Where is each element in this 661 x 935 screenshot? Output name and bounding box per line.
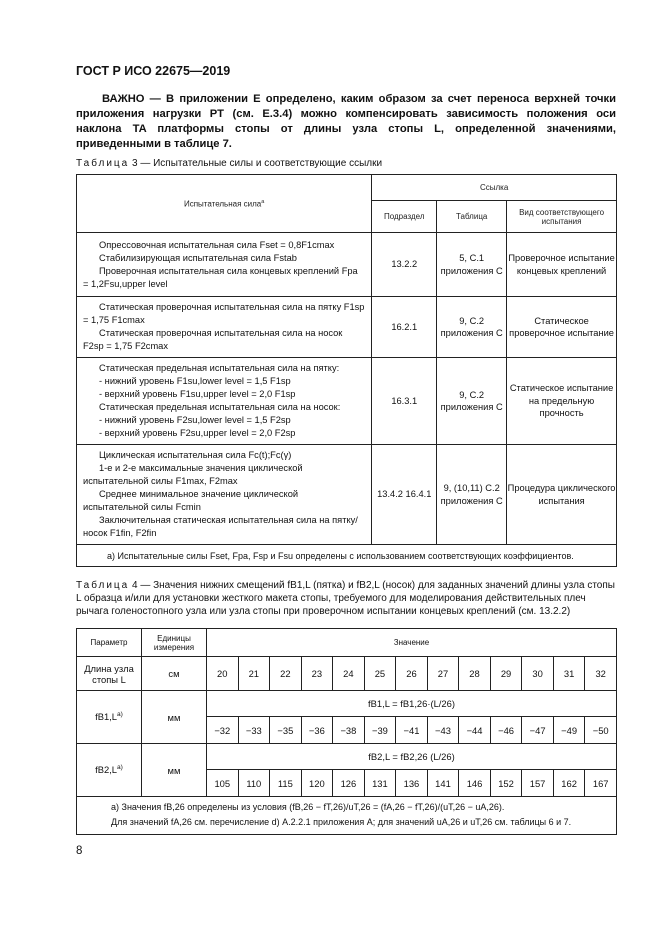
table-cell: 9, С.2 приложения С xyxy=(437,358,507,445)
fb2-value: 126 xyxy=(333,770,365,797)
fb2-value: 110 xyxy=(238,770,270,797)
fb1-value: −39 xyxy=(364,717,396,744)
force-line: - нижний уровень F1su,lower level = 1,5 F1sp xyxy=(99,376,291,386)
section-cell: 16.2.1 xyxy=(372,297,437,358)
table-row xyxy=(77,445,617,545)
section-cell: 13.4.2 16.4.1 xyxy=(372,445,437,545)
table-cell: 9, С.2 приложения С xyxy=(437,297,507,358)
table3-caption-label: Таблица xyxy=(76,158,130,169)
test-type-cell: Проверочное испытание концевых креплений xyxy=(507,233,617,297)
fb2-value: 152 xyxy=(490,770,522,797)
header-parameter: Параметр xyxy=(77,629,142,657)
fb2-value: 131 xyxy=(364,770,396,797)
force-line: Среднее минимальное значение циклической испытательной силы Fcmin xyxy=(83,489,299,512)
length-value: 26 xyxy=(396,657,428,691)
length-value: 27 xyxy=(427,657,459,691)
header-reference: Ссылка xyxy=(372,175,617,201)
header-section: Подраздел xyxy=(372,201,437,233)
force-line: Статическая предельная испытательная сила на носок: xyxy=(99,402,341,412)
length-label: Длина узла стопы L xyxy=(77,657,142,691)
fb1-value: −33 xyxy=(238,717,270,744)
length-value: 22 xyxy=(270,657,302,691)
fb2-label: $fB2,L^{а)}$ xyxy=(77,744,142,797)
length-value: 21 xyxy=(238,657,270,691)
fb2-value: 115 xyxy=(270,770,302,797)
force-line: Статическая проверочная испытательная сила на пятку F1sp = 1,75 F1cmax xyxy=(83,302,365,325)
table3-caption xyxy=(76,157,382,170)
length-value: 30 xyxy=(522,657,554,691)
length-value: 23 xyxy=(301,657,333,691)
force-line: 1-е и 2-е максимальные значения циклической испытательной силы F1max, F2max xyxy=(83,463,303,486)
test-type-cell: Статическое проверочное испытание xyxy=(507,297,617,358)
force-line: - верхний уровень F2su,upper level = 2,0 F2sp xyxy=(99,428,296,438)
force-cell xyxy=(77,358,372,445)
table-4 xyxy=(76,628,617,835)
table-cell: 5, С.1 приложения С xyxy=(437,233,507,297)
table-3 xyxy=(76,174,617,567)
section-cell: 16.3.1 xyxy=(372,358,437,445)
table-row xyxy=(77,744,617,770)
table4-footnote-line2: Для значений fA,26 см. перечисление d) А.2.2.1 приложения А; для значений uA,26 и uT,26 см. таблицы 6 и 7. xyxy=(111,817,572,827)
header-test-type: Вид соответствующего испытания xyxy=(507,201,617,233)
fb1-value: −47 xyxy=(522,717,554,744)
table-cell: 9, (10,11) С.2 приложения С xyxy=(437,445,507,545)
fb1-formula: fB1,L = fB1,26·(L/26) xyxy=(207,691,617,717)
table4-caption xyxy=(76,579,616,618)
document-header: ГОСТ Р ИСО 22675—2019 xyxy=(76,64,231,78)
length-unit: см xyxy=(142,657,207,691)
fb1-value: −41 xyxy=(396,717,428,744)
fb2-value: 167 xyxy=(585,770,617,797)
length-value: 20 xyxy=(207,657,239,691)
table4-caption-text: 4 — Значения нижних смещений fB1,L (пятка) и fB2,L (носок) для заданных значений длины узла стопы L образца и/или для установки жесткого макета стопы, требуемого для моделирования действительных плеч рычага голеностопного узла или узла стопы при проверочном испытании концевых креплений (см. 13.2.2) xyxy=(76,580,615,617)
fb1-value: −49 xyxy=(553,717,585,744)
fb2-value: 136 xyxy=(396,770,428,797)
table4-footnote-line1: а) Значения fB,26 определены из условия (fB,26 − fT,26)/uT,26 = (fA,26 − fT,26)/(uT,26 − uA,26). xyxy=(111,802,505,812)
fb1-value: −36 xyxy=(301,717,333,744)
header-table: Таблица xyxy=(437,201,507,233)
length-value: 29 xyxy=(490,657,522,691)
fb1-value: −38 xyxy=(333,717,365,744)
fb2-value: 157 xyxy=(522,770,554,797)
fb2-value: 141 xyxy=(427,770,459,797)
table-row xyxy=(77,358,617,445)
fb1-value: −35 xyxy=(270,717,302,744)
force-line: Стабилизирующая испытательная сила Fstab xyxy=(99,252,297,263)
force-line: Заключительная статическая испытательная сила на пятку/носок F1fin, F2fin xyxy=(83,515,358,538)
table-row xyxy=(77,233,617,297)
header-force: Испытательная сила$^а$ xyxy=(77,175,372,233)
header-value: Значение xyxy=(207,629,617,657)
force-line: Статическая предельная испытательная сила на пятку: xyxy=(99,363,340,373)
force-line: - верхний уровень F1su,upper level = 2,0 F1sp xyxy=(99,389,296,399)
fb2-value: 146 xyxy=(459,770,491,797)
length-value: 32 xyxy=(585,657,617,691)
fb2-value: 120 xyxy=(301,770,333,797)
length-value: 24 xyxy=(333,657,365,691)
fb1-unit: мм xyxy=(142,691,207,744)
force-cell xyxy=(77,297,372,358)
fb2-value: 105 xyxy=(207,770,239,797)
force-cell xyxy=(77,233,372,297)
force-line: Циклическая испытательная сила Fc(t);Fc(γ) xyxy=(99,450,292,460)
table-row xyxy=(77,657,617,691)
length-value: 28 xyxy=(459,657,491,691)
fb1-value: −46 xyxy=(490,717,522,744)
table3-caption-text: 3 — Испытательные силы и соответствующие ссылки xyxy=(132,158,383,169)
fb2-value: 162 xyxy=(553,770,585,797)
section-cell: 13.2.2 xyxy=(372,233,437,297)
header-units: Единицы измерения xyxy=(142,629,207,657)
table-row xyxy=(77,691,617,717)
table3-footnote: а) Испытательные силы Fset, Fpa, Fsp и Fsu определены с использованием соответствующих коэффициентов. xyxy=(77,545,617,567)
test-type-cell: Статическое испытание на предельную прочность xyxy=(507,358,617,445)
force-line: Статическая проверочная испытательная сила на носок F2sp = 1,75 F2cmax xyxy=(83,328,343,351)
test-type-cell: Процедура циклического испытания xyxy=(507,445,617,545)
table-row xyxy=(77,297,617,358)
fb1-value: −43 xyxy=(427,717,459,744)
length-value: 25 xyxy=(364,657,396,691)
fb1-label: $fB1,L^{а)}$ xyxy=(77,691,142,744)
table4-footnote xyxy=(77,797,617,835)
fb2-unit: мм xyxy=(142,744,207,797)
fb1-value: −50 xyxy=(585,717,617,744)
fb2-formula: fB2,L = fB2,26 (L/26) xyxy=(207,744,617,770)
table4-caption-label: Таблица xyxy=(76,580,130,591)
length-value: 31 xyxy=(553,657,585,691)
force-line: Проверочная испытательная сила концевых креплений Fpa = 1,2Fsu,upper level xyxy=(83,265,358,289)
fb1-value: −44 xyxy=(459,717,491,744)
force-line: - нижний уровень F2su,lower level = 1,5 F2sp xyxy=(99,415,291,425)
force-cell xyxy=(77,445,372,545)
force-line: Опрессовочная испытательная сила Fset = 0,8F1cmax xyxy=(99,239,335,250)
important-note: ВАЖНО — В приложении Е определено, каким образом за счет переноса верхней точки приложения нагрузки PT (см. Е.3.4) можно компенсировать зависимость положения оси наклона TA платформы стопы от длины узла стопы L, определенной значениями, приведенными в таблице 7. xyxy=(76,93,616,150)
fb1-value: −32 xyxy=(207,717,239,744)
page-number: 8 xyxy=(76,845,83,857)
